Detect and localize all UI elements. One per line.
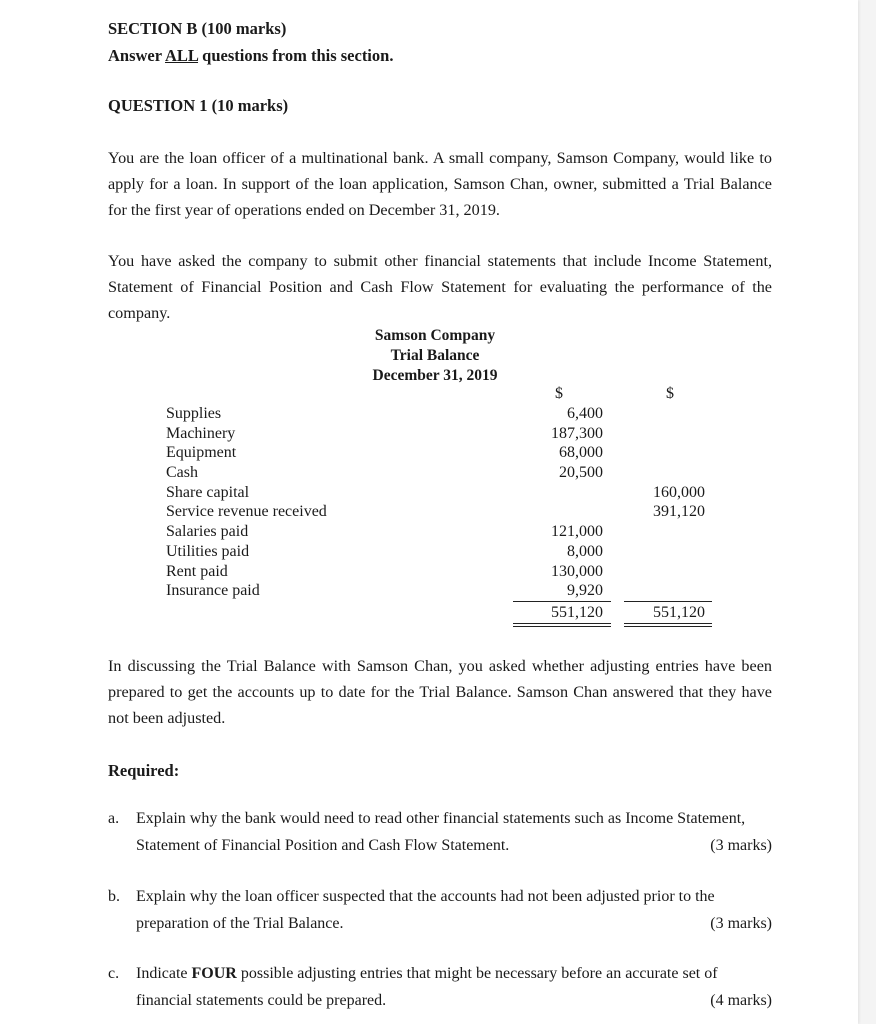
- tb-debit: [503, 502, 603, 522]
- tb-debit: 121,000: [551, 523, 603, 541]
- debit-total-rule-2: [513, 626, 611, 627]
- tb-debit-column: [503, 404, 603, 601]
- tb-credit: [605, 522, 705, 542]
- instruction-prefix: Answer: [108, 46, 162, 65]
- item-letter: b.: [108, 888, 120, 905]
- tb-account: Utilities paid: [166, 542, 250, 560]
- tb-credit: [605, 581, 705, 601]
- item-text: Explain why the loan officer suspected that the accounts had not been adjusted prior to the preparation of the Trial Balance.: [136, 888, 715, 932]
- tb-account: Machinery: [166, 424, 236, 442]
- tb-account: Cash: [166, 464, 198, 482]
- question-paragraph-1: You are the loan officer of a multinational bank. A small company, Samson Company, would like to apply for a loan. In support of the loan application, Samson Chan, owner, submitted a Trial Balance for the first year of operations ended on December 31, 2019.: [108, 149, 772, 219]
- tb-debit: 8,000: [567, 542, 603, 560]
- item-text-emphasis: FOUR: [191, 965, 237, 982]
- tb-account-list: [166, 404, 327, 601]
- tb-account: Supplies: [166, 405, 222, 422]
- instruction-suffix: questions from this section.: [202, 46, 394, 65]
- tb-account: Salaries paid: [166, 523, 249, 541]
- instruction-emphasis: ALL: [165, 46, 199, 65]
- credit-header: $: [666, 385, 674, 402]
- tb-credit: [605, 404, 705, 424]
- tb-company: Samson Company: [374, 327, 496, 344]
- tb-account: Rent paid: [166, 562, 228, 580]
- credit-total-rule-1: [624, 623, 712, 624]
- tb-debit: [503, 483, 603, 503]
- question-paragraph-3: In discussing the Trial Balance with Samson Chan, you asked whether adjusting entries have been prepared to get the accounts up to date for the Trial Balance. Samson Chan answered that they have not been adjusted.: [108, 657, 772, 727]
- tb-debit: 20,500: [559, 464, 603, 482]
- credit-subtotal-rule: [624, 601, 712, 602]
- tb-total-debit: 551,120: [551, 604, 603, 621]
- tb-total-credit: 551,120: [653, 604, 705, 621]
- debit-subtotal-rule: [513, 601, 611, 602]
- item-text-prefix: Indicate: [136, 965, 192, 982]
- item-letter: a.: [108, 810, 120, 827]
- tb-credit: 391,120: [653, 503, 705, 521]
- item-marks: (4 marks): [710, 992, 772, 1009]
- tb-credit: [605, 443, 705, 463]
- tb-credit: [605, 463, 705, 483]
- item-letter: c.: [108, 965, 120, 982]
- item-text: [136, 960, 772, 1014]
- tb-credit: [605, 542, 705, 562]
- tb-debit: 187,300: [551, 424, 603, 442]
- tb-account: Service revenue received: [166, 503, 327, 521]
- tb-account: Insurance paid: [166, 582, 260, 600]
- tb-title: Trial Balance: [390, 347, 480, 364]
- section-instruction: [108, 46, 393, 66]
- credit-total-rule-2: [624, 626, 712, 627]
- tb-credit-column: [605, 404, 705, 601]
- item-marks: (3 marks): [710, 837, 772, 854]
- tb-account: Equipment: [166, 444, 237, 462]
- tb-account: Share capital: [166, 483, 250, 501]
- tb-debit: 68,000: [559, 444, 603, 462]
- debit-header: $: [555, 385, 563, 402]
- item-text-suffix: possible adjusting entries that might be necessary before an accurate set of financial statements could be prepared.: [136, 965, 718, 1009]
- tb-debit: 130,000: [551, 562, 603, 580]
- section-title: SECTION B (100 marks): [108, 19, 287, 38]
- tb-date: December 31, 2019: [372, 367, 498, 384]
- item-marks: (3 marks): [710, 915, 772, 932]
- tb-credit: 160,000: [653, 483, 705, 501]
- item-text: Explain why the bank would need to read other financial statements such as Income Statement, Statement of Financial Position and Cash Flow Statement.: [136, 810, 746, 854]
- required-heading: Required:: [108, 761, 180, 780]
- question-paragraph-2: You have asked the company to submit other financial statements that include Income Statement, Statement of Financial Position and Cash Flow Statement for evaluating the performance of the company.: [108, 252, 772, 322]
- tb-debit: 9,920: [567, 582, 603, 600]
- question-heading: QUESTION 1 (10 marks): [108, 96, 289, 115]
- tb-credit: [605, 562, 705, 582]
- tb-credit: [605, 424, 705, 444]
- debit-total-rule-1: [513, 623, 611, 624]
- tb-debit: 6,400: [567, 405, 603, 422]
